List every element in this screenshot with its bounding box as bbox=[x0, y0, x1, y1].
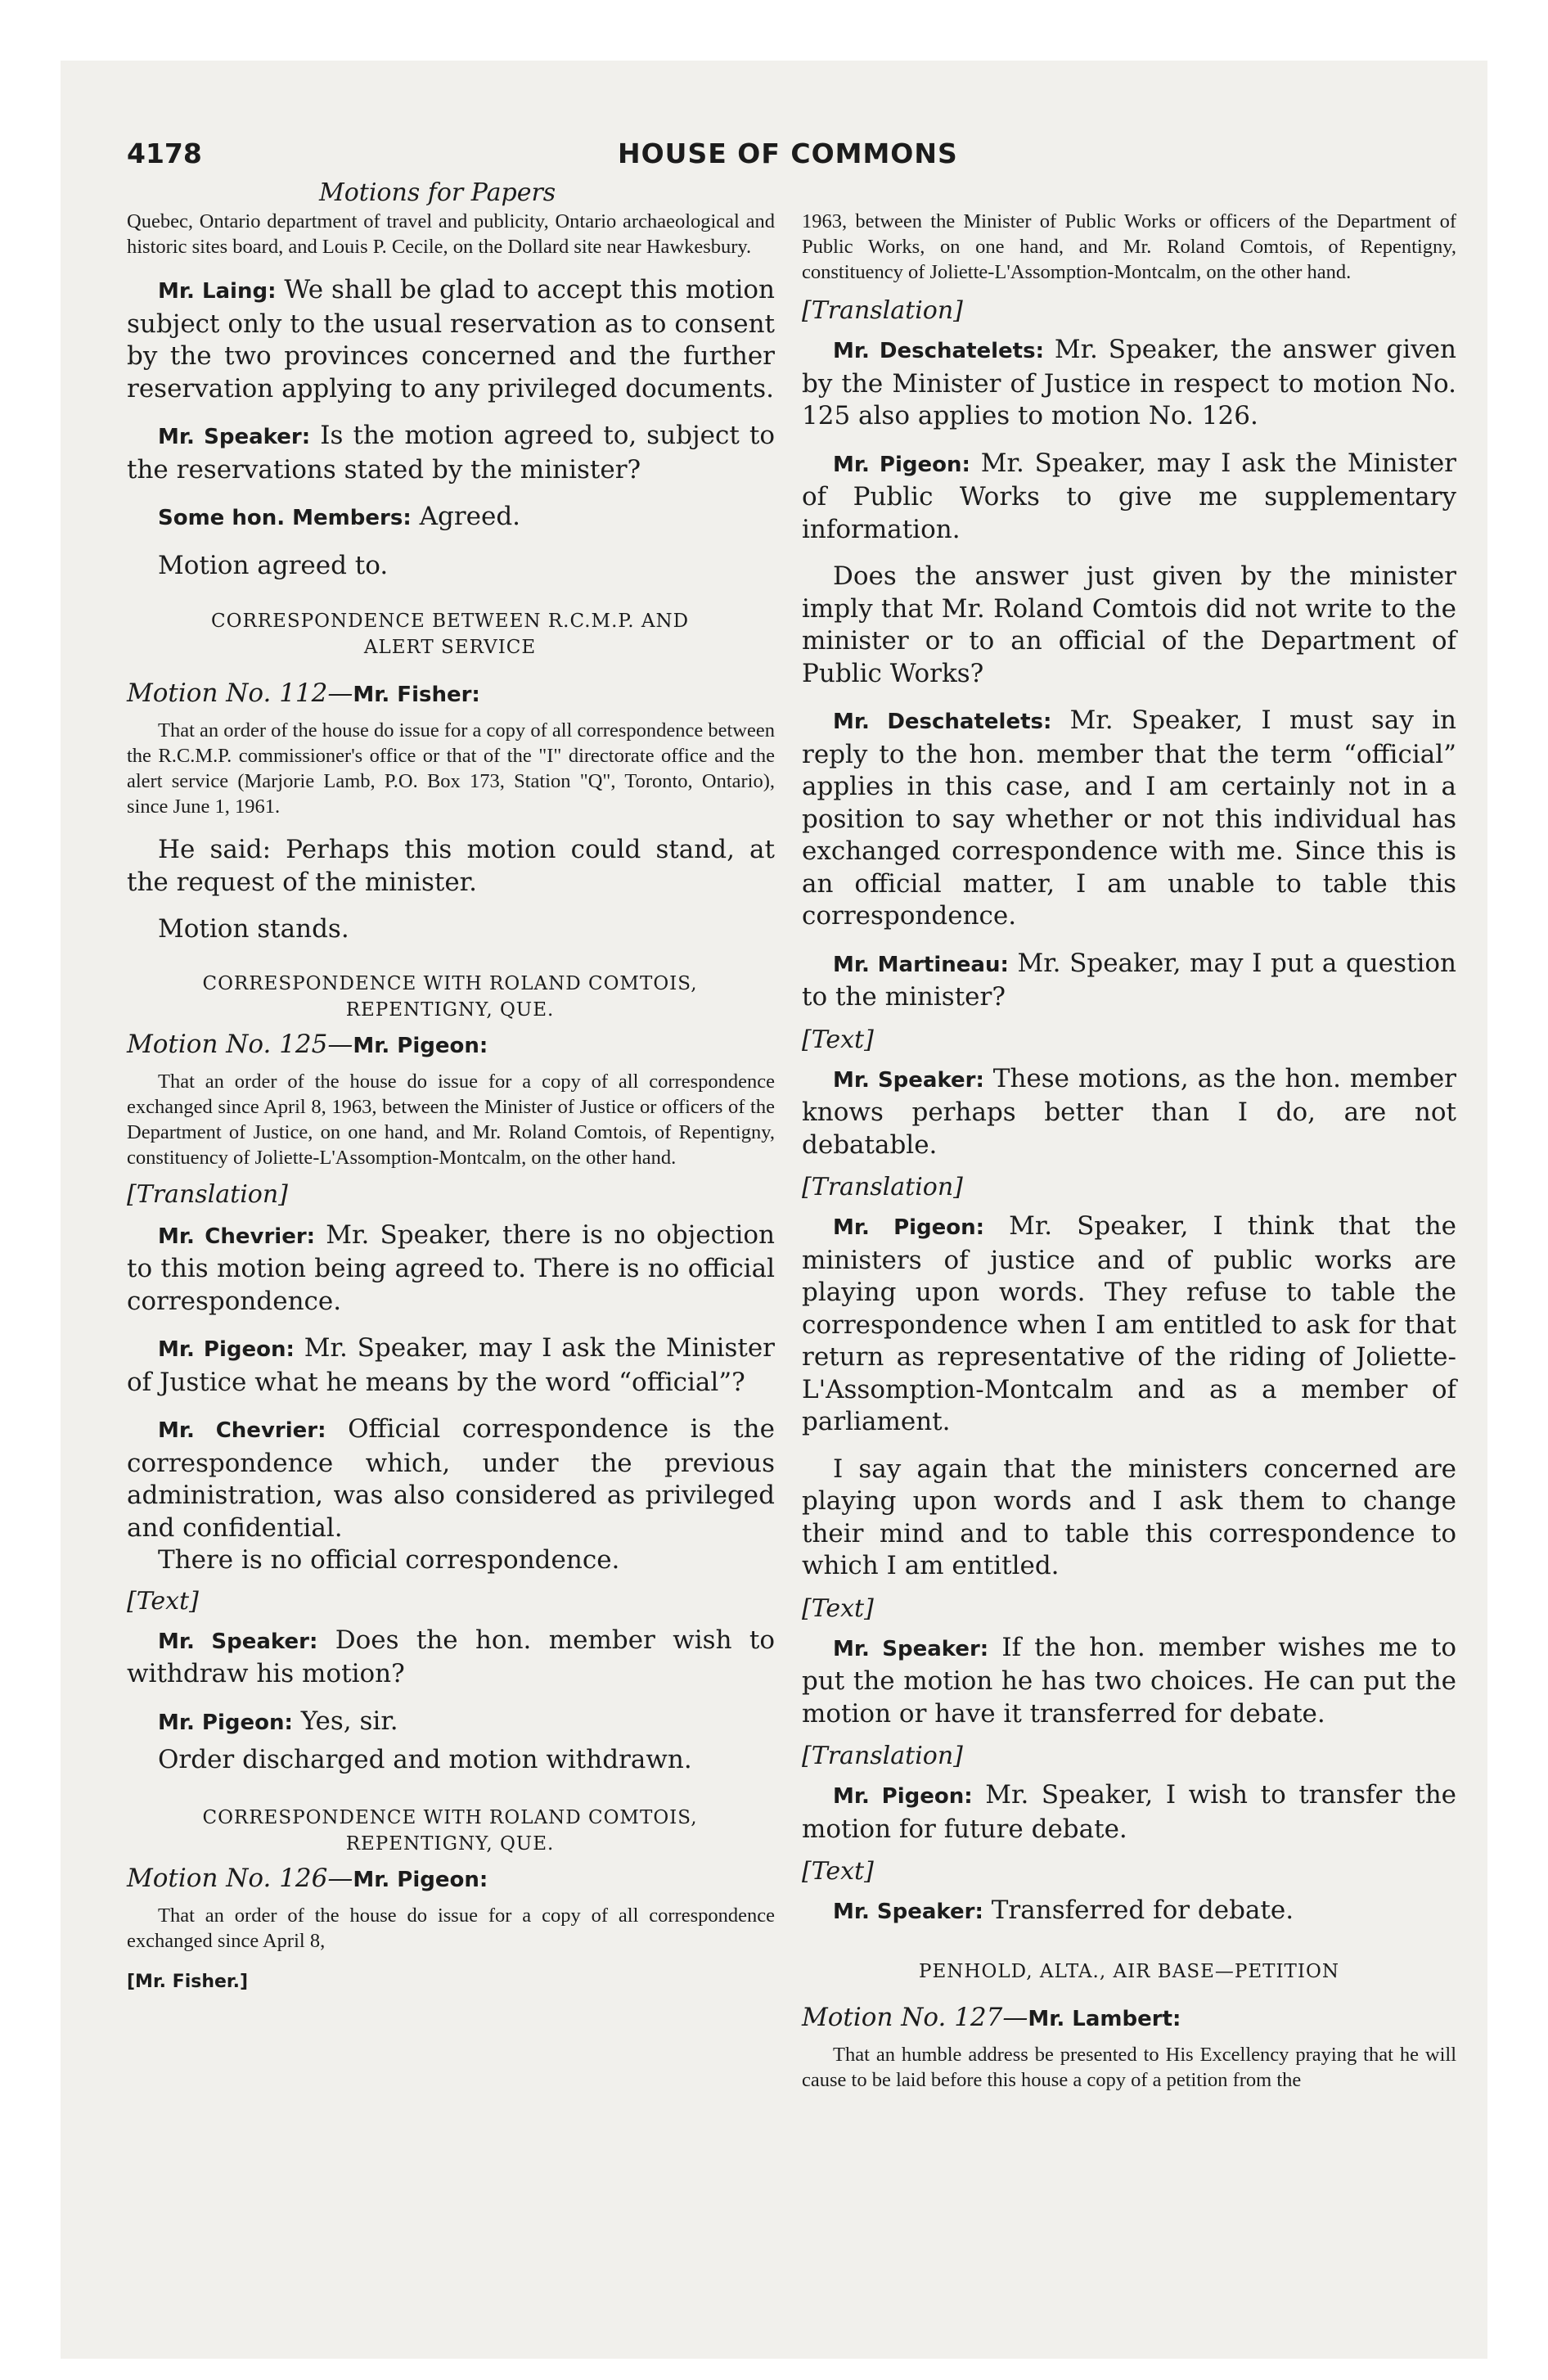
motion-title bbox=[127, 1028, 775, 1062]
speech-paragraph bbox=[127, 501, 775, 535]
speech-text: Official correspondence is the correspondence which, under the previous administration, was also considered as privileged and confidential. bbox=[127, 1414, 775, 1543]
speaker-name: Mr. Pigeon: bbox=[833, 1215, 985, 1240]
speech-text: Agreed. bbox=[411, 502, 521, 531]
motion-title bbox=[802, 2001, 1456, 2035]
motion-text: That an order of the house do issue for a copy of all correspondence between the R.C.M.P. commissioner's office or that of the "I" directorate office and the alert service (Marjorie Lamb, P.O. Box 173, Station "Q", Toronto, Ontario), since June 1, 1961. bbox=[127, 719, 775, 818]
speaker-name: Mr. Speaker: bbox=[158, 1629, 318, 1654]
motion-number: Motion No. 112— bbox=[127, 678, 353, 708]
speech-paragraph bbox=[802, 1632, 1456, 1731]
speaker-name: Mr. Pigeon: bbox=[158, 1337, 295, 1362]
speech-text: Mr. Speaker, may I ask the Minister of Justice what he means by the word “official”? bbox=[127, 1333, 775, 1397]
language-tag: [Text] bbox=[802, 1857, 874, 1886]
procedural-note: Order discharged and motion withdrawn. bbox=[158, 1745, 692, 1774]
language-tag: [Text] bbox=[802, 1593, 874, 1623]
section-heading: CORRESPONDENCE BETWEEN R.C.M.P. AND ALERT SERVICE bbox=[210, 611, 690, 658]
motion-text: That an order of the house do issue for a copy of all correspondence exchanged since April 8, 1963, between the Minister of Justice or officers of the Department of Justice, on one hand, and Mr. Roland Comtois, of Repentigny, constituency of Joliette-L'Assomption-Montcalm, on the other hand. bbox=[127, 1070, 775, 1169]
speaker-name: Mr. Deschatelets: bbox=[833, 710, 1052, 734]
right-column bbox=[802, 209, 1456, 2093]
procedural-note: Motion stands. bbox=[158, 914, 349, 944]
speaker-name: Mr. Lambert: bbox=[1028, 2006, 1181, 2031]
speech-paragraph: There is no official correspondence. bbox=[158, 1545, 620, 1575]
running-title: HOUSE OF COMMONS bbox=[618, 137, 958, 169]
speech-paragraph bbox=[127, 274, 775, 405]
speech-text: Mr. Speaker, there is no objection to this motion being agreed to. There is no official correspondence. bbox=[127, 1219, 775, 1316]
procedural-note: Motion agreed to. bbox=[158, 550, 389, 580]
speech-text: Mr. Speaker, may I put a question to the minister? bbox=[802, 948, 1457, 1012]
speech-paragraph bbox=[127, 1332, 775, 1399]
speech-text: Mr. Speaker, I must say in reply to the hon. member that the term “official” applies in this case, and I am certainly not in a position to say whether or not this individual has exchanged correspondence with me. Since this is an official matter, I am unable to table this correspondence. bbox=[802, 705, 1456, 931]
section-heading: CORRESPONDENCE WITH ROLAND COMTOIS, REPENTIGNY, QUE. bbox=[202, 1806, 698, 1855]
left-column bbox=[127, 209, 775, 1992]
section-heading: CORRESPONDENCE WITH ROLAND COMTOIS, REPENTIGNY, QUE. bbox=[202, 972, 698, 1021]
speech-text: Is the motion agreed to, subject to the reservations stated by the minister? bbox=[127, 421, 775, 485]
speech-paragraph bbox=[802, 705, 1456, 933]
speech-text: Mr. Speaker, I think that the ministers of justice and of public works are playing upon words. They refuse to table the correspondence when I am entitled to ask for that return as representative of the riding of Joliette-L'Assomption-Montcalm and as a member of parliament. bbox=[802, 1211, 1456, 1436]
speaker-name: Mr. Fisher: bbox=[353, 683, 480, 707]
speech-text: These motions, as the hon. member knows perhaps better than I do, are not debatable. bbox=[802, 1063, 1456, 1160]
motion-title bbox=[127, 1862, 775, 1896]
speech-paragraph: I say again that the ministers concerned are playing upon words and I ask them to change their mind and to table this correspondence to which I am entitled. bbox=[802, 1454, 1456, 1580]
speaker-name: Mr. Chevrier: bbox=[158, 1224, 316, 1249]
speaker-name: Mr. Pigeon: bbox=[353, 1033, 488, 1058]
speech-paragraph: Does the answer just given by the minister imply that Mr. Roland Comtois did not write to the minister or to an official of the Department of Public Works? bbox=[802, 561, 1456, 688]
motion-text-continued: 1963, between the Minister of Public Works or officers of the Department of Public Works, on one hand, and Mr. Roland Comtois, of Repentigny, constituency of Joliette-L'Assomption-Montcalm, on the other hand. bbox=[802, 210, 1456, 283]
speech-paragraph bbox=[802, 334, 1456, 433]
speaker-name: Mr. Speaker: bbox=[158, 425, 311, 449]
motion-text: That an humble address be presented to His Excellency praying that he will cause to be laid before this house a copy of a petition from the bbox=[802, 2043, 1456, 2091]
speaker-name: Mr. Deschatelets: bbox=[833, 339, 1044, 363]
page-number: 4178 bbox=[127, 137, 202, 169]
speaker-name: Mr. Laing: bbox=[158, 279, 277, 304]
speaker-name: Mr. Pigeon: bbox=[353, 1867, 488, 1892]
motion-text-continued: Quebec, Ontario department of travel and publicity, Ontario archaeological and historic sites board, and Louis P. Cecile, on the Dollard site near Hawkesbury. bbox=[127, 210, 775, 258]
motion-number: Motion No. 125— bbox=[127, 1029, 353, 1059]
speech-paragraph bbox=[127, 420, 775, 486]
speaker-name: Mr. Pigeon: bbox=[158, 1710, 293, 1735]
speech-text: If the hon. member wishes me to put the motion he has two choices. He can put the motion or have it transferred for debate. bbox=[802, 1632, 1457, 1729]
page-footer-speaker: [Mr. Fisher.] bbox=[127, 1971, 249, 1992]
speech-paragraph bbox=[802, 1210, 1456, 1439]
language-tag: [Translation] bbox=[802, 1173, 963, 1201]
motion-title bbox=[127, 677, 775, 711]
page-header bbox=[127, 137, 1280, 178]
language-tag: [Text] bbox=[802, 1025, 874, 1054]
speaker-name: Mr. Martineau: bbox=[833, 952, 1009, 977]
speech-text: Mr. Speaker, may I ask the Minister of Public Works to give me supplementary information. bbox=[802, 448, 1456, 544]
speech-paragraph: He said: Perhaps this motion could stand, at the request of the minister. bbox=[127, 835, 775, 897]
speech-paragraph bbox=[127, 1706, 775, 1740]
language-tag: [Translation] bbox=[127, 1179, 288, 1209]
speaker-name: Mr. Speaker: bbox=[833, 1900, 983, 1924]
speaker-name: Mr. Speaker: bbox=[833, 1636, 989, 1661]
section-subtitle: Motions for Papers bbox=[319, 178, 556, 207]
motion-text: That an order of the house do issue for a copy of all correspondence exchanged since April 8, bbox=[127, 1904, 775, 1952]
language-tag: [Translation] bbox=[802, 1742, 963, 1770]
speech-text: Does the hon. member wish to withdraw his motion? bbox=[127, 1625, 775, 1688]
speech-paragraph bbox=[802, 1779, 1456, 1846]
speaker-name: Mr. Speaker: bbox=[833, 1067, 984, 1093]
speaker-name: Mr. Chevrier: bbox=[158, 1418, 326, 1443]
speech-text: We shall be glad to accept this motion subject only to the usual reservation as to consent by the two provinces concerned and the further reservation applying to any privileged documents. bbox=[127, 275, 775, 403]
language-tag: [Text] bbox=[127, 1586, 199, 1616]
speaker-name: Some hon. Members: bbox=[158, 506, 412, 530]
speech-paragraph bbox=[127, 1625, 775, 1691]
speech-text: Yes, sir. bbox=[292, 1706, 398, 1736]
speech-paragraph bbox=[802, 448, 1456, 547]
language-tag: [Translation] bbox=[802, 296, 963, 325]
speech-paragraph bbox=[802, 1063, 1456, 1162]
speech-paragraph bbox=[127, 1413, 775, 1544]
speech-text: Transferred for debate. bbox=[983, 1895, 1294, 1925]
speech-paragraph bbox=[802, 1895, 1456, 1929]
speaker-name: Mr. Pigeon: bbox=[833, 1784, 973, 1809]
speaker-name: Mr. Pigeon: bbox=[833, 452, 970, 477]
motion-number: Motion No. 127— bbox=[802, 2002, 1028, 2032]
speech-paragraph bbox=[802, 948, 1456, 1014]
section-heading: PENHOLD, ALTA., AIR BASE—PETITION bbox=[919, 1960, 1339, 1982]
speech-text: Mr. Speaker, I wish to transfer the motion for future debate. bbox=[802, 1780, 1456, 1844]
speech-text: Mr. Speaker, the answer given by the Minister of Justice in respect to motion No. 125 also applies to motion No. 126. bbox=[802, 335, 1456, 430]
speech-paragraph bbox=[127, 1219, 775, 1318]
motion-number: Motion No. 126— bbox=[127, 1863, 353, 1893]
